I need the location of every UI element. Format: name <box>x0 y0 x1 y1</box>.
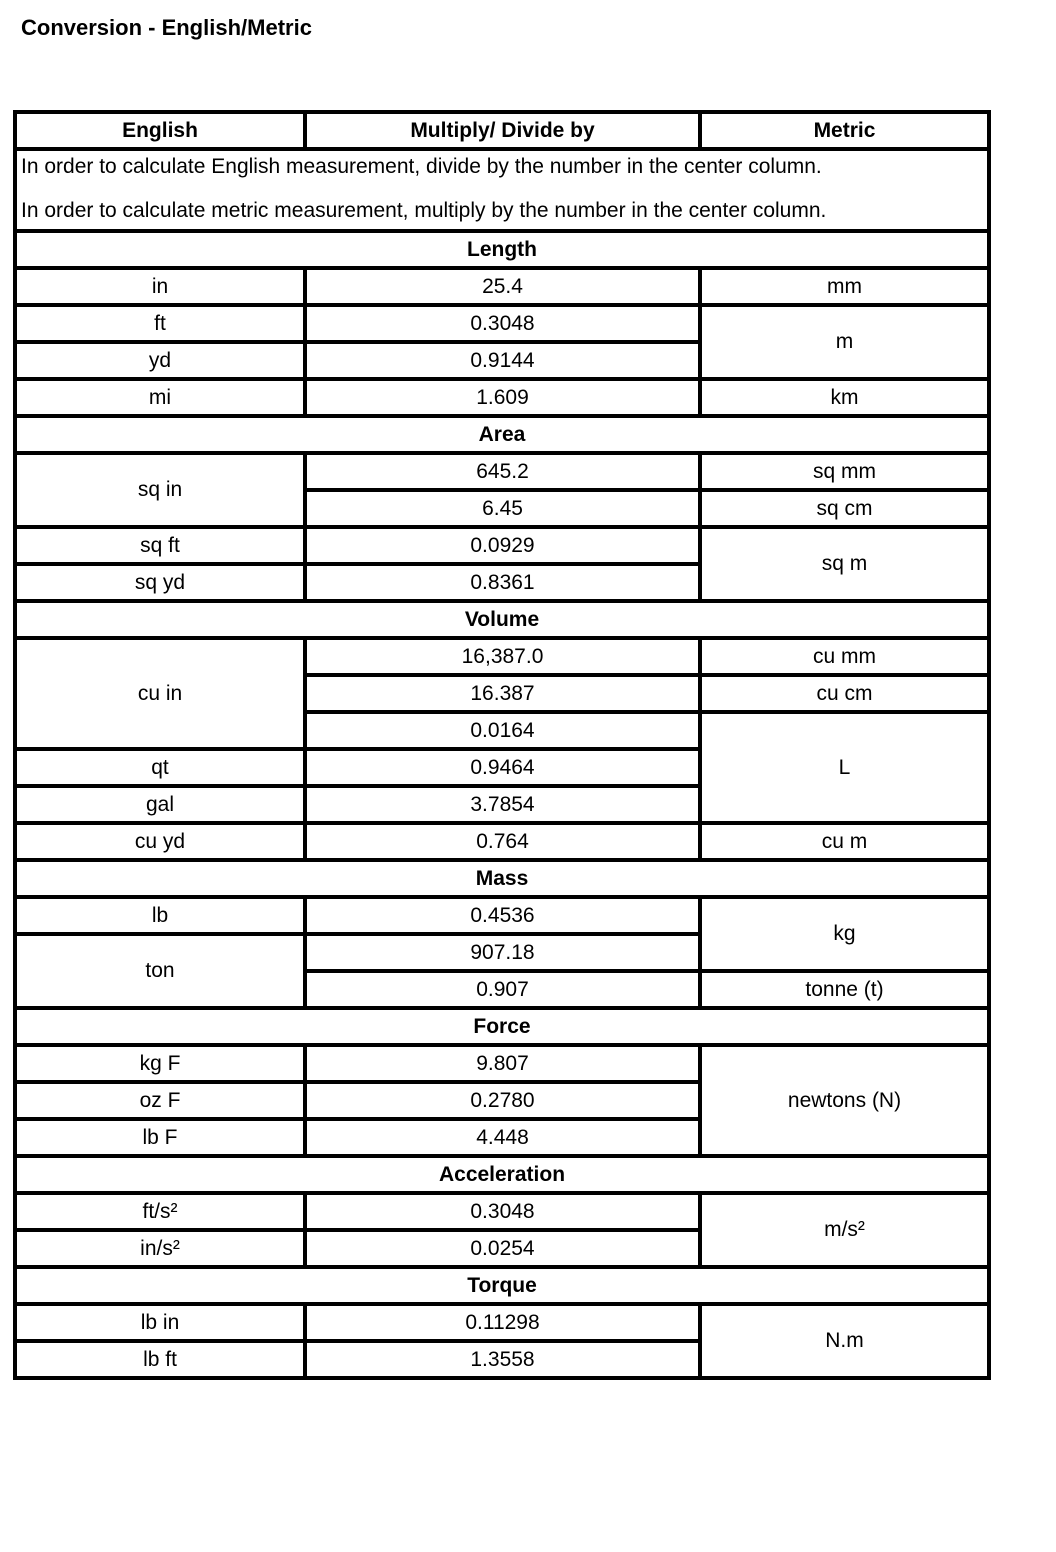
conversion-factor: 1.609 <box>305 379 700 416</box>
english-unit: lb F <box>15 1119 305 1156</box>
english-unit: qt <box>15 749 305 786</box>
section-row-force <box>15 1008 989 1045</box>
conversion-factor: 0.2780 <box>305 1082 700 1119</box>
conversion-factor: 6.45 <box>305 490 700 527</box>
english-unit: ft <box>15 305 305 342</box>
metric-unit: sq m <box>700 527 989 601</box>
english-unit: lb ft <box>15 1341 305 1378</box>
english-unit: cu yd <box>15 823 305 860</box>
english-unit: sq yd <box>15 564 305 601</box>
conversion-factor: 4.448 <box>305 1119 700 1156</box>
table-row <box>15 453 989 490</box>
metric-unit: tonne (t) <box>700 971 989 1008</box>
metric-unit: sq mm <box>700 453 989 490</box>
metric-unit: cu m <box>700 823 989 860</box>
table-row <box>15 1045 989 1082</box>
section-row-area <box>15 416 989 453</box>
english-unit: in <box>15 268 305 305</box>
conversion-factor: 0.764 <box>305 823 700 860</box>
conversion-factor: 16.387 <box>305 675 700 712</box>
conversion-factor: 0.0164 <box>305 712 700 749</box>
section-title: Force <box>15 1008 989 1045</box>
conversion-factor: 0.907 <box>305 971 700 1008</box>
section-title: Length <box>15 231 989 268</box>
english-unit: sq in <box>15 453 305 527</box>
metric-unit: mm <box>700 268 989 305</box>
metric-unit: sq cm <box>700 490 989 527</box>
factor-column-header: Multiply/ Divide by <box>305 112 700 149</box>
english-unit: oz F <box>15 1082 305 1119</box>
metric-unit: km <box>700 379 989 416</box>
english-unit: lb <box>15 897 305 934</box>
conversion-factor: 0.0254 <box>305 1230 700 1267</box>
conversion-factor: 25.4 <box>305 268 700 305</box>
conversion-factor: 1.3558 <box>305 1341 700 1378</box>
section-title: Volume <box>15 601 989 638</box>
section-title: Torque <box>15 1267 989 1304</box>
conversion-factor: 0.3048 <box>305 305 700 342</box>
section-title: Area <box>15 416 989 453</box>
conversion-factor: 0.9144 <box>305 342 700 379</box>
page-title: Conversion - English/Metric <box>21 15 312 40</box>
conversion-factor: 3.7854 <box>305 786 700 823</box>
conversion-factor: 0.9464 <box>305 749 700 786</box>
section-row-torque <box>15 1267 989 1304</box>
section-row-length <box>15 231 989 268</box>
english-unit: mi <box>15 379 305 416</box>
metric-unit: kg <box>700 897 989 971</box>
metric-unit: cu cm <box>700 675 989 712</box>
table-row <box>15 638 989 675</box>
metric-unit: m/s² <box>700 1193 989 1267</box>
table-row <box>15 1304 989 1341</box>
table-row <box>15 897 989 934</box>
english-unit: kg F <box>15 1045 305 1082</box>
english-unit: gal <box>15 786 305 823</box>
section-title: Acceleration <box>15 1156 989 1193</box>
conversion-factor: 9.807 <box>305 1045 700 1082</box>
conversion-factor: 16,387.0 <box>305 638 700 675</box>
conversion-factor: 0.4536 <box>305 897 700 934</box>
table-row <box>15 268 989 305</box>
english-unit: yd <box>15 342 305 379</box>
table-row <box>15 1193 989 1230</box>
conversion-factor: 0.11298 <box>305 1304 700 1341</box>
section-row-acceleration <box>15 1156 989 1193</box>
conversion-factor: 645.2 <box>305 453 700 490</box>
conversion-factor: 907.18 <box>305 934 700 971</box>
table-row <box>15 379 989 416</box>
table-row <box>15 823 989 860</box>
metric-unit: newtons (N) <box>700 1045 989 1156</box>
metric-column-header: Metric <box>700 112 989 149</box>
header-row <box>15 112 989 149</box>
metric-instruction: In order to calculate metric measurement, multiply by the number in the center column. <box>21 199 827 222</box>
instructions-cell <box>15 149 989 231</box>
section-row-mass <box>15 860 989 897</box>
metric-unit: N.m <box>700 1304 989 1378</box>
table-row <box>15 527 989 564</box>
conversion-factor: 0.0929 <box>305 527 700 564</box>
english-unit: lb in <box>15 1304 305 1341</box>
section-title: Mass <box>15 860 989 897</box>
metric-unit: m <box>700 305 989 379</box>
instructions-row <box>15 149 989 231</box>
english-unit: ton <box>15 934 305 1008</box>
metric-unit: cu mm <box>700 638 989 675</box>
english-unit: ft/s² <box>15 1193 305 1230</box>
conversion-factor: 0.8361 <box>305 564 700 601</box>
table-row <box>15 305 989 342</box>
english-unit: sq ft <box>15 527 305 564</box>
english-instruction: In order to calculate English measurement, divide by the number in the center column. <box>21 155 822 178</box>
conversion-factor: 0.3048 <box>305 1193 700 1230</box>
metric-unit: L <box>700 712 989 823</box>
conversion-table <box>13 110 991 1380</box>
english-unit: cu in <box>15 638 305 749</box>
english-column-header: English <box>15 112 305 149</box>
section-row-volume <box>15 601 989 638</box>
english-unit: in/s² <box>15 1230 305 1267</box>
